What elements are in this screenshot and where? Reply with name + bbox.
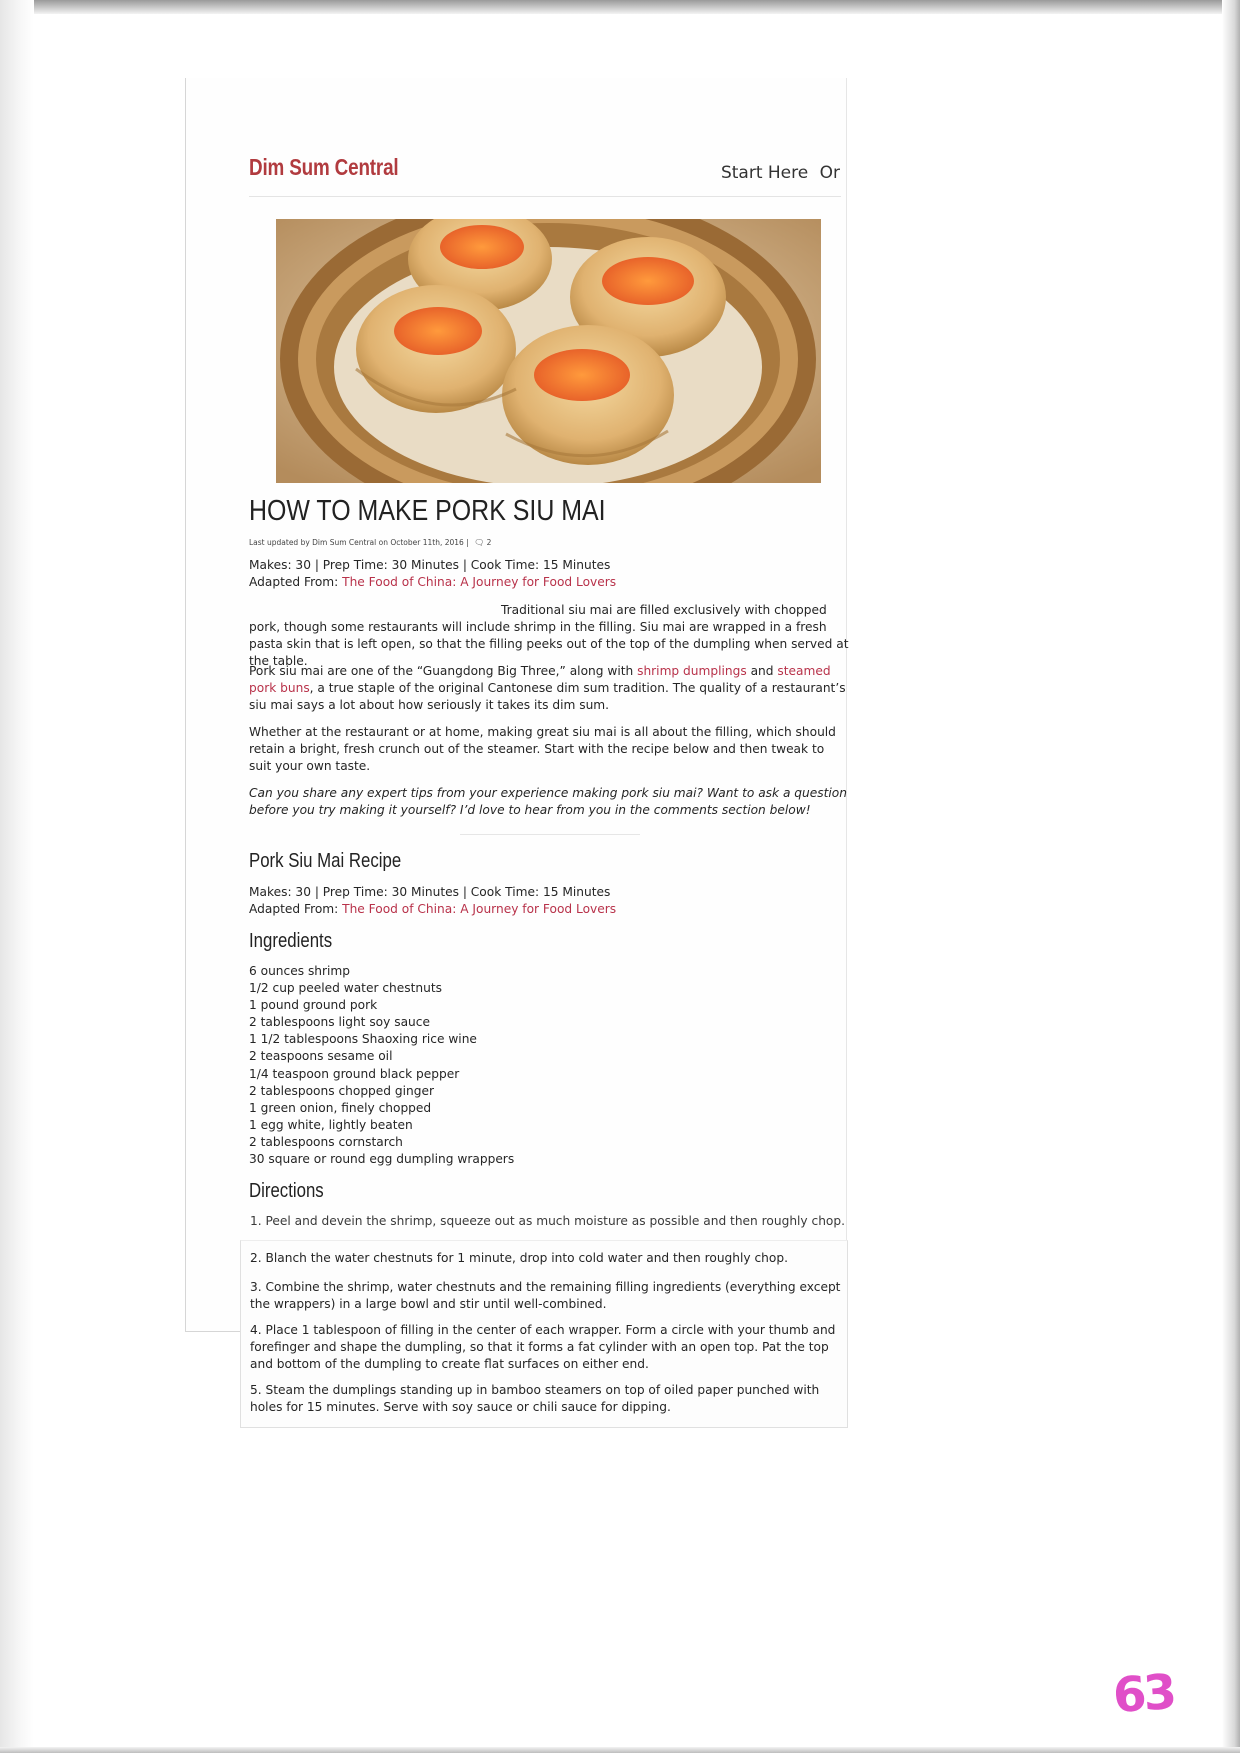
recipe-adapted-from-link[interactable]: The Food of China: A Journey for Food Lovers xyxy=(342,902,617,916)
direction-step: 5. Steam the dumplings standing up in bamboo steamers on top of oiled paper punched with holes for 15 minutes. Serve with soy sauce or chili sauce for dipping. xyxy=(250,1383,820,1414)
ingredient-item: 2 tablespoons light soy sauce xyxy=(249,1015,430,1030)
siu-mai-photo xyxy=(276,219,821,483)
directions-heading: Directions xyxy=(249,1180,324,1202)
ingredient-item: 6 ounces shrimp xyxy=(249,964,351,978)
byline-text: Last updated by Dim Sum Central on October 11th, 2016 | xyxy=(249,538,469,547)
scan-bottom-edge xyxy=(0,1747,1240,1753)
section-divider xyxy=(460,834,640,835)
filling-paragraph: Whether at the restaurant or at home, making great siu mai is all about the filling, which should retain a bright, fresh crunch out of the steamer. Start with the recipe below and then tweak to suit your own taste. xyxy=(249,725,836,773)
ingredient-item: 1/4 teaspoon ground black pepper xyxy=(249,1066,460,1081)
ingredient-item: 2 tablespoons cornstarch xyxy=(249,1134,403,1149)
big-three-paragraph xyxy=(249,663,849,714)
intro-paragraph xyxy=(249,602,852,670)
direction-step: 1. Peel and devein the shrimp, squeeze out as much moisture as possible and then roughly chop. xyxy=(250,1214,846,1228)
big-three-text-middle: and xyxy=(750,664,774,678)
direction-step: 4. Place 1 tablespoon of filling in the center of each wrapper. Form a circle with your thumb and forefinger and shape the dumpling, so that it forms a fat cylinder with an open top. Pat the top and bottom of the dumpling to create flat surfaces on either end. xyxy=(250,1323,836,1371)
big-three-text-before: Pork siu mai are one of the “Guangdong Big Three,” along with xyxy=(249,664,634,678)
ingredients-list xyxy=(249,963,514,1168)
site-title[interactable]: Dim Sum Central xyxy=(249,154,399,180)
comment-icon[interactable]: 🗨 xyxy=(474,538,485,547)
recipe-meta xyxy=(249,884,849,918)
ingredient-item: 1 pound ground pork xyxy=(249,998,378,1013)
ingredient-item: 1 green onion, finely chopped xyxy=(249,1100,432,1115)
nav-item-start-here[interactable]: Start Here xyxy=(720,163,809,183)
recipe-makes: Makes: 30 | Prep Time: 30 Minutes | Cook Time: 15 Minutes xyxy=(249,885,611,899)
recipe-adapted-from-label: Adapted From: xyxy=(249,902,339,916)
shrimp-dumplings-link[interactable]: shrimp dumplings xyxy=(637,664,747,678)
article-title: HOW TO MAKE PORK SIU MAI xyxy=(249,495,606,527)
comment-count[interactable]: 2 xyxy=(486,538,492,547)
big-three-text-after: , a true staple of the original Cantonese dim sum tradition. The quality of a restaurant’s siu mai says a lot about how seriously it takes its dim sum. xyxy=(249,681,846,712)
nav-item-or[interactable]: Or xyxy=(819,163,840,183)
recipe-title: Pork Siu Mai Recipe xyxy=(249,850,402,872)
article-makes: Makes: 30 | Prep Time: 30 Minutes | Cook Time: 15 Minutes xyxy=(249,558,611,572)
ingredient-item: 1 egg white, lightly beaten xyxy=(249,1117,413,1132)
handwritten-page-number: 63 xyxy=(1111,1663,1176,1725)
ingredient-item: 1 1/2 tablespoons Shaoxing rice wine xyxy=(249,1032,477,1047)
article-byline xyxy=(249,538,491,547)
intro-rest: pork, though some restaurants will include shrimp in the filling. Siu mai are wrapped in a fresh pasta skin that is left open, so that the filling peeks out of the top of the dumpling when served at the table. xyxy=(249,620,849,668)
ingredient-item: 2 teaspoons sesame oil xyxy=(249,1049,393,1064)
header-divider xyxy=(249,196,841,197)
ingredient-item: 1/2 cup peeled water chestnuts xyxy=(249,981,442,996)
ingredient-item: 2 tablespoons chopped ginger xyxy=(249,1083,434,1098)
direction-step: 2. Blanch the water chestnuts for 1 minute, drop into cold water and then roughly chop. xyxy=(250,1251,788,1265)
ingredient-item: 30 square or round egg dumpling wrappers xyxy=(249,1152,515,1167)
adapted-from-link[interactable]: The Food of China: A Journey for Food Lovers xyxy=(342,575,617,589)
hero-image xyxy=(276,219,821,483)
comments-prompt-paragraph: Can you share any expert tips from your experience making pork siu mai? Want to ask a question before you try making it yourself? I’d love to hear from you in the comments section below! xyxy=(249,786,847,817)
adapted-from-label: Adapted From: xyxy=(249,575,339,589)
article-meta xyxy=(249,557,849,591)
intro-first-line: Traditional siu mai are filled exclusively with chopped xyxy=(501,603,827,617)
direction-step: 3. Combine the shrimp, water chestnuts and the remaining filling ingredients (everything except the wrappers) in a large bowl and stir until well-combined. xyxy=(250,1280,841,1311)
scan-right-shadow xyxy=(1222,0,1240,1753)
scan-top-edge xyxy=(0,0,1240,14)
ingredients-heading: Ingredients xyxy=(249,930,333,952)
recipe-adapted-from xyxy=(249,901,849,918)
steamed-pork-buns-link[interactable]: steamed pork buns xyxy=(249,664,831,695)
article-adapted-from xyxy=(249,574,849,591)
site-nav xyxy=(715,163,840,183)
scan-left-shadow xyxy=(0,0,34,1753)
